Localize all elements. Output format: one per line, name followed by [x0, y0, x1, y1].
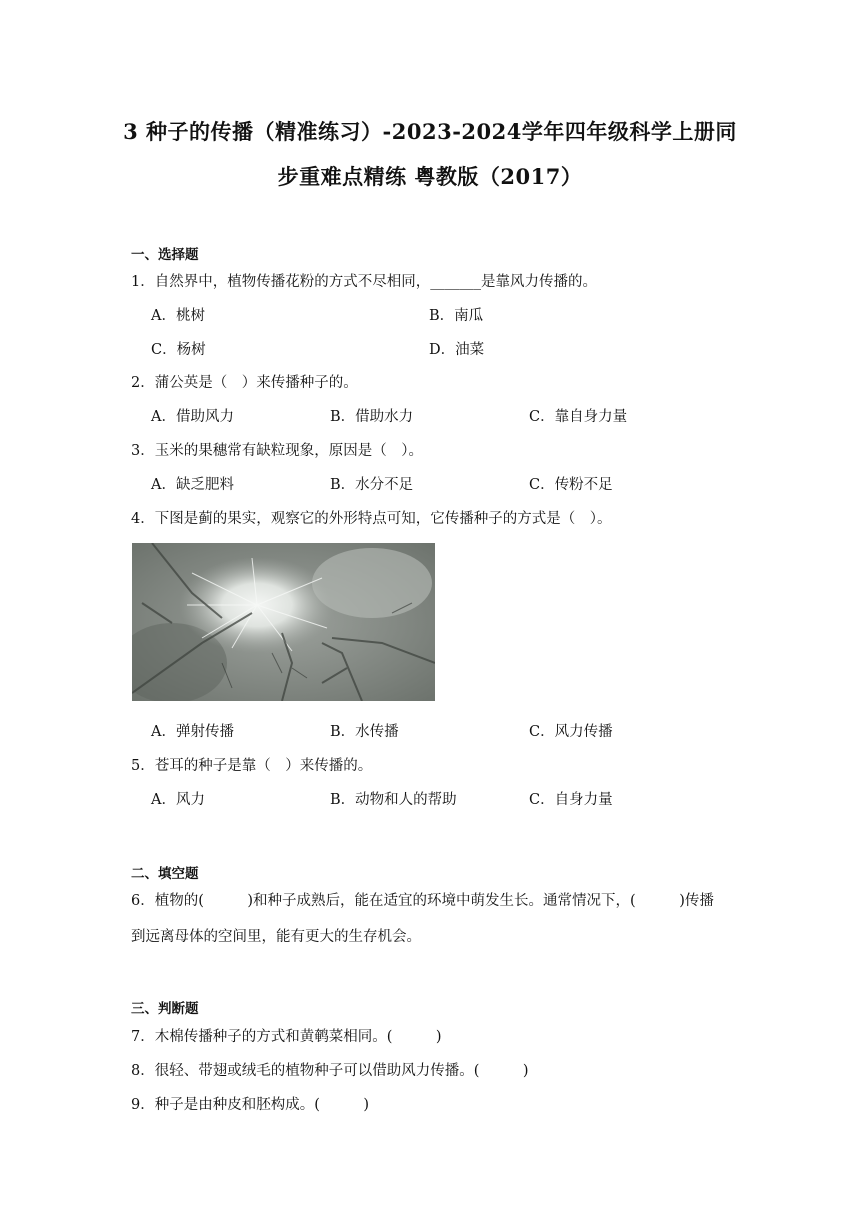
section-heading-choice: 一、选择题 [131, 247, 199, 263]
q2-option-b[interactable]: B．借助水力 [330, 409, 414, 425]
q3-option-a[interactable]: A．缺乏肥料 [151, 477, 234, 493]
question-3: 3．玉米的果穗常有缺粒现象，原因是（ ）。 [131, 443, 423, 459]
thistle-photo [132, 543, 435, 701]
q5-option-a[interactable]: A．风力 [151, 792, 205, 808]
question-5: 5．苍耳的种子是靠（ ）来传播的。 [131, 758, 373, 774]
q4-option-c[interactable]: C．风力传播 [529, 724, 613, 740]
question-6-line2: 到远离母体的空间里，能有更大的生存机会。 [131, 929, 421, 945]
section-heading-judge: 三、判断题 [131, 1001, 199, 1017]
page-title-line1: 3 种子的传播（精准练习）-2023-2024学年四年级科学上册同 [123, 119, 737, 144]
section-heading-fill: 二、填空题 [131, 866, 199, 882]
q4-option-a[interactable]: A．弹射传播 [151, 724, 234, 740]
question-4: 4．下图是蓟的果实，观察它的外形特点可知，它传播种子的方式是（ ）。 [131, 511, 612, 527]
question-1: 1．自然界中，植物传播花粉的方式不尽相同，_______是靠风力传播的。 [131, 274, 597, 290]
q3-option-b[interactable]: B．水分不足 [330, 477, 414, 493]
q1-option-b[interactable]: B．南瓜 [429, 308, 484, 324]
question-2: 2．蒲公英是（ ）来传播种子的。 [131, 375, 358, 391]
q5-option-b[interactable]: B．动物和人的帮助 [330, 792, 457, 808]
question-8: 8．很轻、带翅或绒毛的植物种子可以借助风力传播。( ) [131, 1063, 529, 1079]
q1-option-a[interactable]: A．桃树 [151, 308, 205, 324]
question-6-line1: 6．植物的( )和种子成熟后，能在适宜的环境中萌发生长。通常情况下，( )传播 [131, 893, 714, 909]
q2-option-c[interactable]: C．靠自身力量 [529, 409, 628, 425]
q2-option-a[interactable]: A．借助风力 [151, 409, 234, 425]
q5-option-c[interactable]: C．自身力量 [529, 792, 613, 808]
q1-option-c[interactable]: C．杨树 [151, 342, 206, 358]
question-7: 7．木棉传播种子的方式和黄鹌菜相同。( ) [131, 1029, 442, 1045]
q1-option-d[interactable]: D．油菜 [429, 342, 485, 358]
question-9: 9．种子是由种皮和胚构成。( ) [131, 1097, 370, 1113]
q3-option-c[interactable]: C．传粉不足 [529, 477, 613, 493]
q4-option-b[interactable]: B．水传播 [330, 724, 399, 740]
page-title-line2: 步重难点精练 粤教版（2017） [277, 164, 583, 189]
